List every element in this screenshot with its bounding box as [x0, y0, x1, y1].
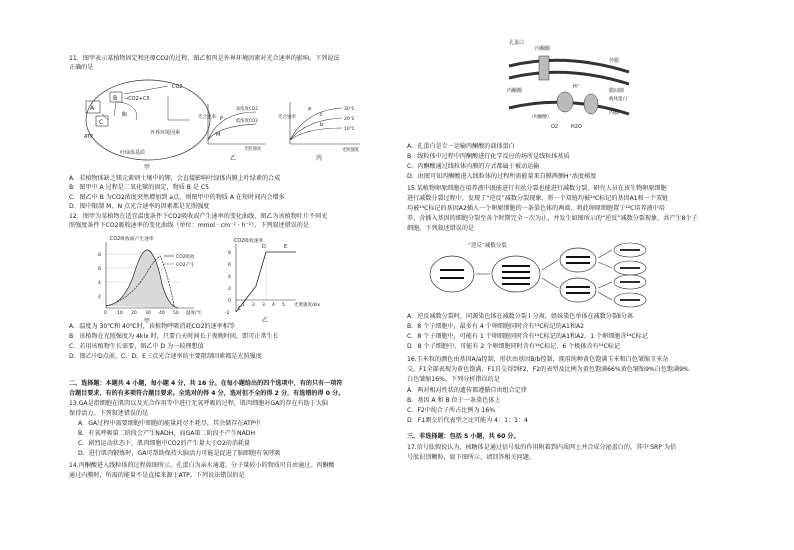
q13-option-d: D．进行肌肉锻炼时，GA可帮助保持大脑活力可能是促进了脑细胞有氧呼吸 [78, 450, 281, 457]
q11-fig-A: A [90, 105, 95, 112]
q12-cap-a: 甲 [144, 318, 151, 325]
q12-a-xlabel: 温度/℃ [186, 311, 202, 316]
q11-fig-co2: CO2 [172, 84, 183, 90]
q12-point-D: D [262, 244, 266, 250]
q11-fig-atp: ATP [84, 134, 94, 140]
q12-a-xtick-30: 30 [145, 311, 151, 316]
q16-stem-line2: 交，F1全部表现为黄色饱满，F1自交得到F2，F2的表型及比例为黄色饱满66%黄色皱缩9%白色饱满9% [407, 366, 689, 373]
q11-stem-line1: 11．图甲表示某植物固定和还原CO2的过程，图乙和丙是外界环境因素对光合速率的影响。下列说法 [69, 55, 340, 62]
q11-figure-bing [280, 96, 375, 162]
q13-option-b: B．有氧呼吸第二阶段会产生NADH，而GA第二阶段不产生NADH [78, 430, 256, 437]
q16-stem-line1: 16.玉米粒的颜色由基因A/a控制，形状由基因B/b控制，现用纯种黄色饱满玉米和白色皱缩玉米杂 [407, 356, 669, 363]
q12-cap-b: 乙 [262, 317, 269, 324]
q15-figure [420, 240, 680, 310]
q11-stem-line2: 正确的是 [69, 64, 94, 71]
q12-b-xtick-5: 5 [282, 303, 285, 308]
q14-option-a: A．孔蛋白是专一运输丙酮酸的载体蛋白 [407, 143, 515, 150]
q14-stem-line1: 14.丙酮酸进入线粒体的过程如图所示，孔蛋白为亲水通道，分子量较小的物质可自由通过。丙酮酸 [69, 462, 335, 469]
section2-title-line1: 二、选择题：本题共 4 小题，每小题 4 分，共 16 分。在每小题给出的四个选项中，有的只有一项符 [69, 380, 343, 387]
q12-b-xtick-4: 4 [272, 303, 275, 308]
q16-option-d: D．F1测交后代表型之比可能为 4：1：1：4 [407, 417, 528, 424]
q11-yi-P: P [220, 116, 224, 122]
q12-a-xtick-20: 20 [131, 311, 137, 316]
q12-b-xtick-1: 1 [242, 303, 245, 308]
q11-bing-a: a [308, 106, 312, 112]
q14-fig-outer: 外膜 [609, 58, 620, 64]
q12-legend-prod: CO2产生 [176, 263, 195, 268]
q11-figure-yi [200, 100, 270, 162]
q11-fig-enzyme: 酶 [122, 112, 128, 118]
section2-title-line2: 合题目要求，有的有多项符合题目要求。全选对的得 4 分，选对但不全的得 2 分，有选错的得 0 分。 [69, 390, 345, 397]
q12-b-xtick-2: 2 [252, 303, 255, 308]
q11-option-a: A．若植物体缺乏镁元素则土壤中的钾，会直接影响叶绿体内膜上叶绿素的合成 [69, 175, 281, 182]
q14-fig-pyr3: （丙酮酸） [529, 115, 552, 120]
section3-title: 三、非选择题：包括 5 小题，共 60 分。 [407, 433, 520, 440]
q12-a-ytick-8: 8 [98, 253, 101, 258]
q12-stem-line1: 12．图甲为某植物在适宜温度条件下CO2吸收或产生速率的变化曲线，图乙为该植物叶片不同光 [69, 213, 328, 220]
q12-chart-b-xticks [242, 302, 285, 308]
q14-option-c: C．丙酮酸通过线粒体内膜的方式都属于被动运输 [407, 163, 540, 170]
q11-option-d: D．图中限制 M、N 点光合速率的因素都是光照强度 [69, 203, 210, 210]
q12-chart-a-title: CO2吸收或产生速率 [110, 237, 154, 242]
q11-bing-t2: 20℃ [344, 117, 355, 122]
q11-yi-hi: 高浓度CO2 [236, 107, 259, 112]
q17-stem-line1: 17.信号肽假说认为，核糖体是通过信号肽的作用附着到内质网上并合成分泌蛋白的，其中 SRP 为信 [407, 444, 677, 451]
q14-fig-pyr1: 丙酮酸 [535, 46, 551, 52]
q12-point-C: C [238, 306, 242, 312]
q16-option-c: C．F2中纯合子所占比例为 16% [407, 407, 496, 414]
q12-a-ytick-4: 4 [98, 281, 101, 286]
q14-fig-o2: O2 [551, 124, 559, 130]
q11-cap-bing: 丙 [316, 155, 323, 162]
q15-fig-title: “逆反”减数分裂 [468, 243, 507, 249]
q11-cap-jia: 甲 [144, 164, 151, 171]
q11-figure-jia [80, 76, 220, 172]
q14-fig-inner: 内膜 [609, 110, 620, 116]
q15-stem-line4: 养，含插入基因的细胞分裂至各个时期完全一次为止，并发生如图所示的“逆反”减数分裂现象，共产生8个子 [407, 215, 698, 222]
q11-fig-stroma: 叶绿体基质 [120, 150, 146, 156]
q15-stem-line2: 进行减数分裂过程中，发现了“逆反”减数分裂现象，将一个双链均被¹⁴C标记的基因A1和一个双链 [407, 195, 669, 202]
q15-option-c: C．8 个子细胞中，可能有 1 个卵细胞同时含有¹⁴C标记的A1和A2，1 个卵细胞含¹⁴C标记 [407, 333, 648, 340]
q12-point-E: E [284, 244, 288, 250]
q12-a-ytick-6: 6 [98, 267, 101, 272]
q12-b-xtick-3: 3 [262, 303, 265, 308]
q15-stem-line1: 15.某植物卵原细胞在培养液中既能进行有丝分裂也能进行减数分裂。研究人员在该生物卵原细胞 [407, 185, 667, 192]
q17-stem-line2: 号肽识别颗粒，如下图所示，请回答相关问题。 [407, 454, 535, 461]
q12-option-a: A．温度为 30℃和 40℃时，该植物呼吸消耗CO2的速率相等 [69, 323, 235, 330]
q12-a-xtick-10: 10 [117, 311, 123, 316]
q12-chart-jia [90, 234, 210, 324]
q11-bing-c: c [320, 112, 323, 118]
q11-bing-yaxis: 光合速率 [278, 115, 296, 120]
q14-fig-h2o: H2O [571, 124, 582, 130]
q13-option-c: C．剧烈运动状态下，肌肉细胞中CO2的产生量大于O2的消耗量 [78, 440, 251, 447]
q12-b-ytick-6: 6 [228, 263, 231, 268]
q16-option-b: B．基因 A 和 B 位于一条染色体上 [407, 397, 501, 404]
q14-option-d: D．由图可知丙酮酸进入线粒体的过程所需能量来自膜两侧H⁺浓度梯度 [407, 173, 597, 180]
q12-b-ytick-4: 4 [228, 275, 231, 280]
q14-fig-h: H⁺ [573, 84, 580, 90]
q12-chart-b-title: CO2吸收速率 [234, 239, 264, 244]
q15-stem-line3: 均被¹⁴C标记的基因A2插入一个卵原细胞的一条染色体的两端，将此卵原细胞置于¹²C培养液中培 [407, 205, 665, 212]
q12-b-ytick-0: 0 [228, 299, 231, 304]
q16-stem-line3: 白色皱缩16%。下列分析错误的是 [407, 376, 500, 383]
q11-bing-xaxis: 光照强度 [342, 148, 360, 153]
q11-fig-B: B [113, 95, 118, 102]
q12-chart-a-xticks [104, 310, 179, 316]
q11-cap-yi: 乙 [230, 155, 237, 162]
q11-fig-env: 外界环境因素 [150, 130, 181, 136]
q14-option-b: B．线粒体中过程中丙酮酸进行化学反应的场所是线粒体基质 [407, 153, 570, 160]
q12-a-xtick-0: 0 [104, 311, 107, 316]
q14-fig-space: 膜间隙 [609, 88, 625, 94]
q13-stem-line2: 保持活力。下列叙述错误的是 [69, 410, 149, 417]
q12-b-xlabel: 光照强度/klx [294, 303, 321, 308]
q12-b-ytick-2: 2 [228, 287, 231, 292]
q11-yi-M: M [216, 132, 221, 138]
q11-fig-eq: →CO2+C5 [124, 96, 150, 102]
q12-chart-b-yticks [225, 250, 231, 316]
q15-stem-line5: 细胞。下列叙述错误的是 [407, 225, 475, 232]
q12-b-ytick-8: 8 [228, 251, 231, 256]
q14-fig-pore: 孔蛋白 [509, 40, 525, 46]
q11-yi-lo: 低浓度CO2 [236, 119, 259, 124]
q14-figure [505, 38, 630, 134]
q12-chart-a-yticks [98, 252, 101, 300]
q11-yi-xaxis: 光照强度 [244, 147, 262, 152]
q11-fig-C: C [99, 119, 104, 126]
q11-bing-b: b [320, 122, 324, 128]
q11-option-c: C．图乙中 B 为CO2浓度突然增加到 a点，则图甲中的物质 A 在短时间内会增多 [69, 194, 285, 201]
q14-fig-carrier: 载体蛋白 [609, 97, 627, 102]
q16-option-a: A．两对相对性状的遗传都遵循自由组合定律 [407, 387, 527, 394]
q14-stem-line2: 通过内膜时，所需的能量不是直接来源于ATP。下列说法错误的是 [69, 472, 245, 479]
q12-a-xtick-50: 50 [173, 311, 179, 316]
q12-option-d: D．图乙中D点前，C、D、E三点光合速率的主要限制因素都是光照强度 [69, 353, 262, 360]
q12-a-xtick-40: 40 [159, 311, 165, 316]
q12-option-b: B．该植物在光照强度为 4klx 时，只要白天时间长于夜晚时间，即可正常生长 [69, 333, 279, 340]
q12-chart-yi [222, 238, 332, 324]
q12-option-c: C．若用该植物生长需要，图乙中 D 为一较理想值 [69, 343, 204, 350]
q13-option-a: A．GA过程中需要细胞中细胞的能量耗尽不耗尽，其余储存在ATP中 [78, 420, 261, 427]
q12-stem-line2: 照强度条件下CO2吸收速率的变化曲线（单位：mmol · cm⁻² · h⁻¹）。下列叙述错误的是 [69, 222, 309, 229]
q12-b-ytick-neg2: -2 [225, 311, 230, 316]
q11-option-b: B．图甲中 A 过程是二氧化碳的固定，物质 B 是 C5 [69, 184, 210, 191]
q15-option-a: A．逆反减数分裂时，同源染色体在减数分裂 I 分离，姐妹染色单体在减数分裂Ⅱ分离 [407, 313, 634, 320]
q11-bing-t1: 30℃ [344, 107, 355, 112]
q12-a-ytick-2: 2 [98, 295, 101, 300]
q11-bing-t3: 10℃ [344, 127, 355, 132]
q12-legend-abs: CO2吸收 [176, 255, 195, 260]
q15-option-b: B．8 个子细胞中，最多有 4 个卵细胞同时含有¹⁴C标记的A1和A2 [407, 323, 585, 330]
q15-option-d: D．8 个子细胞中，可能有 2 个卵细胞同时含有¹⁴C标记，6 个极体含有¹⁴C标记 [407, 343, 620, 350]
q13-stem-line1: 13.GA是指细胞在肌肉以及光合作用等中进行无氧呼吸的过程，肌肉细胞对GA的存在有助于大脑 [69, 400, 329, 407]
q14-fig-pyr2: 丙酮酸 [507, 88, 523, 94]
q11-yi-yaxis: 光合速率 [198, 115, 216, 120]
